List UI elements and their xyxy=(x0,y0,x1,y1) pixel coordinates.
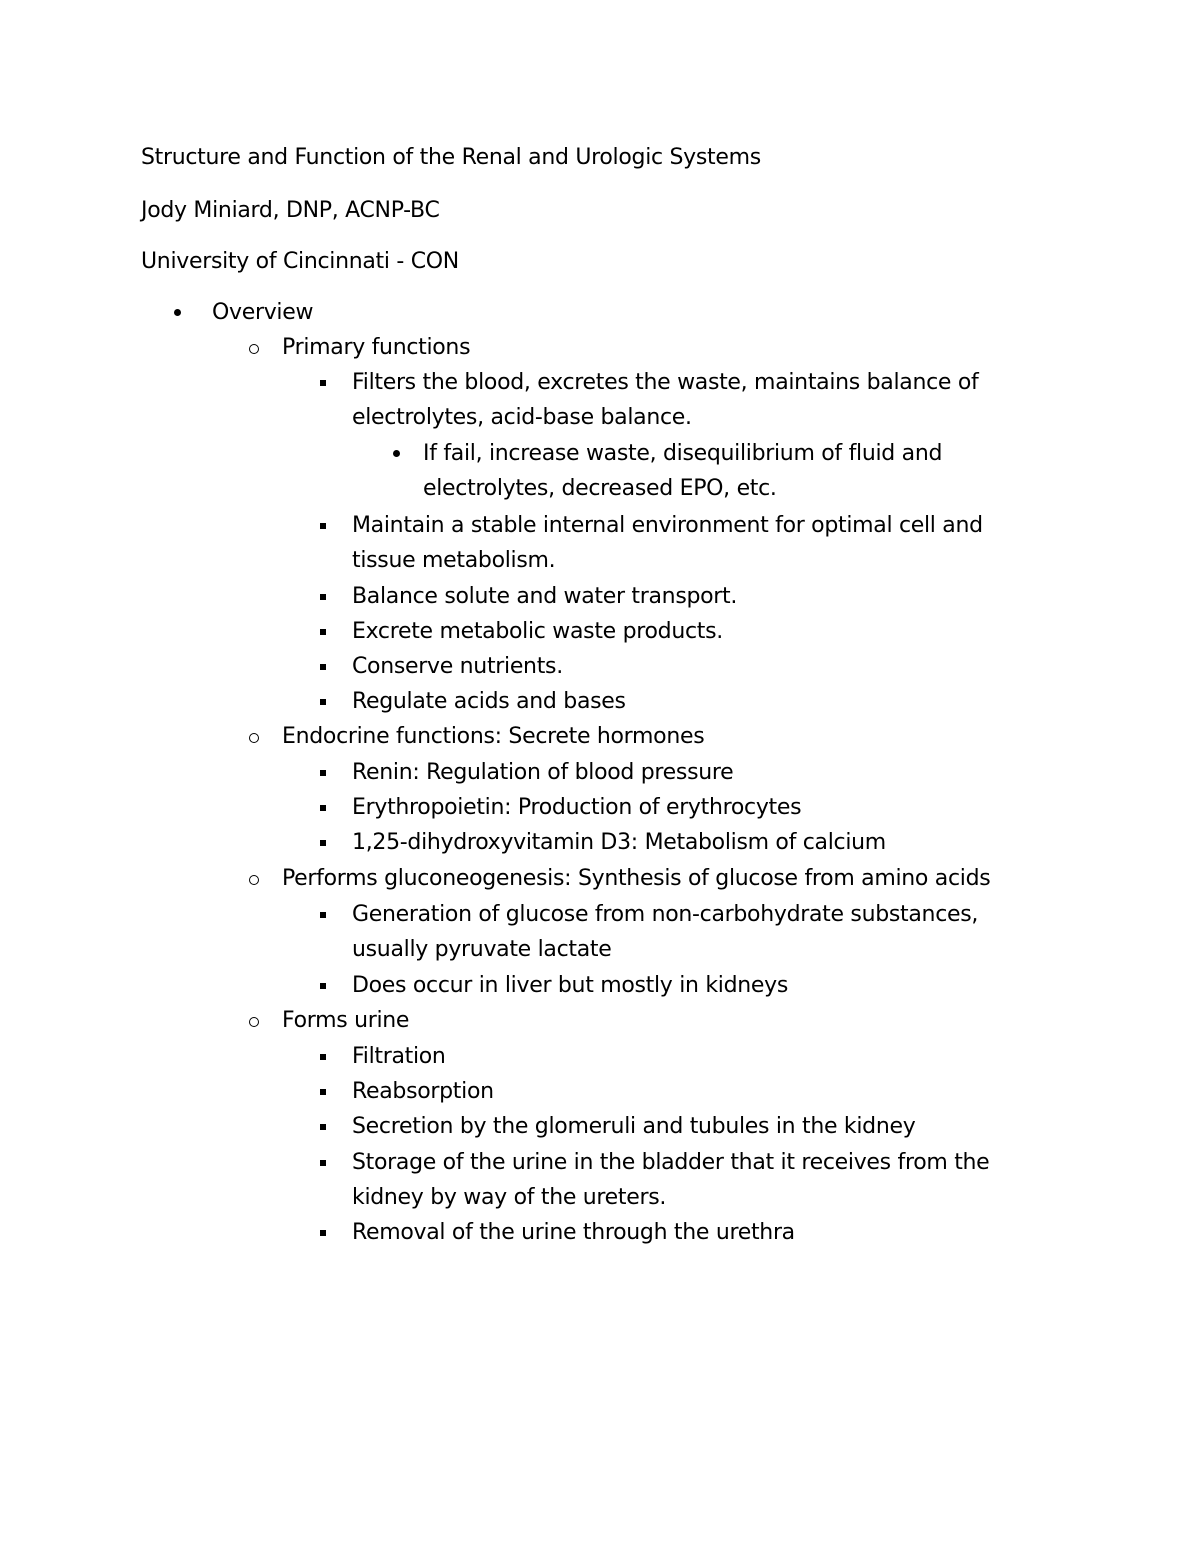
list-item xyxy=(352,1074,1052,1109)
list-item-text: Reabsorption xyxy=(352,1079,494,1104)
bullet-square-icon xyxy=(320,805,326,811)
list-item xyxy=(352,649,1032,684)
list-item-text: Maintain a stable internal environment for optimal cell and tissue metabolism. xyxy=(352,513,983,573)
document-institution: University of Cincinnati - CON xyxy=(141,249,459,274)
list-item xyxy=(352,1039,1052,1074)
document-author: Jody Miniard, DNP, ACNP-BC xyxy=(141,198,440,223)
bullet-square-icon xyxy=(320,664,326,670)
list-item-text: Generation of glucose from non-carbohydrate substances, usually pyruvate lactate xyxy=(352,902,979,962)
list-item-forms-urine xyxy=(282,1003,1082,1038)
bullet-square-icon xyxy=(320,1054,326,1060)
list-item-text: Does occur in liver but mostly in kidneys xyxy=(352,973,789,998)
list-item xyxy=(352,825,1032,860)
list-item-text: Performs gluconeogenesis: Synthesis of glucose from amino acids xyxy=(282,866,991,891)
list-item-text: Overview xyxy=(212,300,314,325)
bullet-circle-icon xyxy=(249,875,259,885)
bullet-square-icon xyxy=(320,1160,326,1166)
list-item-sub xyxy=(423,436,1003,506)
bullet-square-icon xyxy=(320,380,326,386)
list-item-text: If fail, increase waste, disequilibrium of fluid and electrolytes, decreased EPO, etc. xyxy=(423,441,943,501)
list-item-text: Conserve nutrients. xyxy=(352,654,563,679)
bullet-square-icon xyxy=(320,594,326,600)
bullet-square-icon xyxy=(320,699,326,705)
list-item xyxy=(352,614,1032,649)
list-item xyxy=(352,684,1032,719)
bullet-circle-icon xyxy=(249,344,259,354)
list-item xyxy=(352,755,1032,790)
list-item xyxy=(352,1145,1052,1215)
list-item xyxy=(352,365,1032,435)
list-item-text: Storage of the urine in the bladder that it receives from the kidney by way of the ureters. xyxy=(352,1150,990,1210)
list-item-gluconeogenesis xyxy=(282,861,1082,896)
bullet-disc-icon xyxy=(174,309,181,316)
list-item-text: Filters the blood, excretes the waste, maintains balance of electrolytes, acid-base balance. xyxy=(352,370,979,430)
list-item-overview xyxy=(212,295,1112,330)
list-item-text: Secretion by the glomeruli and tubules in the kidney xyxy=(352,1114,916,1139)
list-item-text: Regulate acids and bases xyxy=(352,689,626,714)
bullet-square-icon xyxy=(320,629,326,635)
list-item xyxy=(352,508,1032,578)
list-item xyxy=(352,1215,1052,1250)
list-item-text: Removal of the urine through the urethra xyxy=(352,1220,795,1245)
list-item-text: 1,25-dihydroxyvitamin D3: Metabolism of calcium xyxy=(352,830,886,855)
list-item-text: Primary functions xyxy=(282,335,471,360)
bullet-square-icon xyxy=(320,840,326,846)
list-item xyxy=(352,579,1032,614)
list-item xyxy=(352,968,1032,1003)
bullet-square-icon xyxy=(320,912,326,918)
bullet-square-icon xyxy=(320,983,326,989)
list-item-text: Erythropoietin: Production of erythrocytes xyxy=(352,795,802,820)
list-item xyxy=(352,790,1032,825)
bullet-square-icon xyxy=(320,1089,326,1095)
bullet-disc-icon xyxy=(393,450,400,457)
list-item xyxy=(352,897,1032,967)
list-item-text: Excrete metabolic waste products. xyxy=(352,619,723,644)
bullet-circle-icon xyxy=(249,1017,259,1027)
bullet-square-icon xyxy=(320,1124,326,1130)
list-item-text: Balance solute and water transport. xyxy=(352,584,738,609)
list-item-text: Forms urine xyxy=(282,1008,410,1033)
list-item-endocrine-functions xyxy=(282,719,1082,754)
list-item-text: Endocrine functions: Secrete hormones xyxy=(282,724,705,749)
bullet-square-icon xyxy=(320,523,326,529)
list-item xyxy=(352,1109,1052,1144)
bullet-circle-icon xyxy=(249,733,259,743)
document-title: Structure and Function of the Renal and Urologic Systems xyxy=(141,145,761,170)
bullet-square-icon xyxy=(320,770,326,776)
list-item-text: Filtration xyxy=(352,1044,446,1069)
list-item-primary-functions xyxy=(282,330,1082,365)
list-item-text: Renin: Regulation of blood pressure xyxy=(352,760,734,785)
bullet-square-icon xyxy=(320,1230,326,1236)
